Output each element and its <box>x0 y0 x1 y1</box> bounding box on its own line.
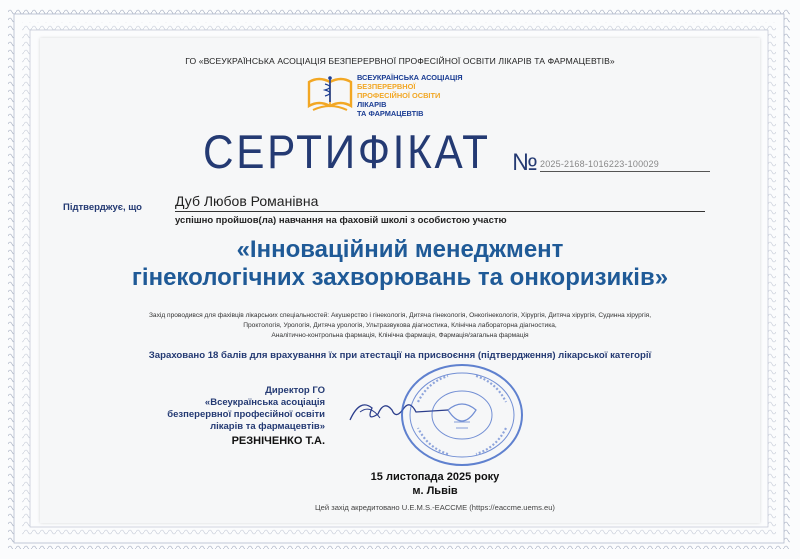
logo-line: ЛІКАРІВ <box>357 100 387 109</box>
issue-city: м. Львів <box>412 485 458 497</box>
director-line: лікарів та фармацевтів» <box>210 421 325 432</box>
accreditation-note: Цей захід акредитовано U.E.M.S.-EACCME (https://eaccme.uems.eu) <box>315 503 555 512</box>
course-title <box>0 236 800 292</box>
number-sign: № <box>512 149 538 176</box>
logo-line: ВСЕУКРАЇНСЬКА АСОЦІАЦІЯ <box>357 73 463 82</box>
course-title-line: «Інноваційний менеджмент <box>236 236 564 263</box>
certificate-number: 2025-2168-1016223-100029 <box>540 159 710 172</box>
logo-line: ПРОФЕСІЙНОЇ ОСВІТИ <box>357 91 441 100</box>
organization-logo <box>305 72 485 118</box>
course-title-line: гінекологічних захворювань та онкоризиків» <box>131 264 669 291</box>
specialties-line: Аналітично-контрольна фармація, Клінічна фармація, Фармація/загальна фармація <box>271 332 529 339</box>
confirms-label: Підтверджує, що <box>63 202 142 213</box>
specialties-line: Захід проводився для фахівців лікарських спеціальностей: Акушерство і гінекологія, Дитяча гінекологія, Онкогінекологія, Хірургія, Дитяча хірургія, Судинна хірургія, <box>148 312 652 319</box>
completion-text: успішно пройшов(ла) навчання на фаховій школі з особистою участю <box>175 215 507 226</box>
director-name: РЕЗНІЧЕНКО Т.А. <box>231 435 325 447</box>
official-stamp <box>398 362 526 468</box>
issue-date: 15 листопада 2025 року <box>370 471 500 483</box>
specialties-list <box>70 311 730 341</box>
organization-line: ГО «ВСЕУКРАЇНСЬКА АСОЦІАЦІЯ БЕЗПЕРЕРВНОЇ ПРОФЕСІЙНОЇ ОСВІТИ ЛІКАРІВ ТА ФАРМАЦЕВТІВ» <box>185 56 615 66</box>
recipient-name: Дуб Любов Романівна <box>175 193 705 212</box>
director-title <box>140 385 325 433</box>
logo-line: БЕЗПЕРЕРВНОЇ <box>357 82 416 91</box>
director-line: безперервної професійної освіти <box>167 409 325 420</box>
points-text: Зараховано 18 балів для врахування їх при атестації на присвоєння (підтвердження) лікарської категорії <box>148 350 652 361</box>
logo-text <box>357 73 463 118</box>
director-line: Директор ГО <box>265 385 325 396</box>
open-book-caduceus-icon <box>305 72 355 114</box>
logo-line: ТА ФАРМАЦЕВТІВ <box>357 109 424 118</box>
specialties-line: Проктологія, Урологія, Дитяча урологія, Ультразвукова діагностика, Клінічна лабораторна діагностика, <box>243 322 557 329</box>
certificate-title: СЕРТИФІКАТ <box>203 125 491 178</box>
director-line: «Всеукраїнська асоціація <box>204 397 325 408</box>
